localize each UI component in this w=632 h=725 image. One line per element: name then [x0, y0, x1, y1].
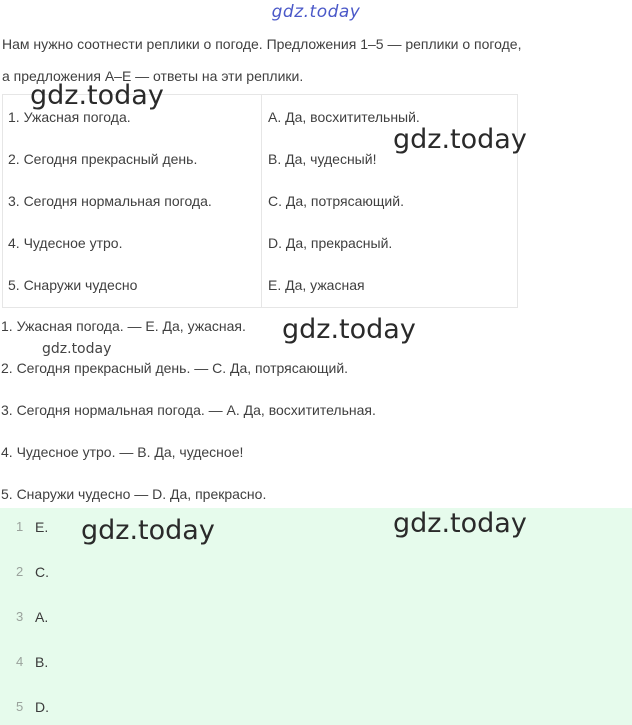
table-cell-response: E. Да, ужасная: [268, 277, 365, 293]
watermark: gdz.today: [393, 508, 527, 539]
site-watermark-header: gdz.today: [271, 2, 361, 22]
answer-line: 3. Сегодня нормальная погода. — A. Да, восхитительная.: [1, 402, 376, 418]
answer-key-value: A.: [35, 609, 49, 625]
table-cell-response: B. Да, чудесный!: [268, 151, 377, 167]
answer-line: 4. Чудесное утро. — B. Да, чудесное!: [1, 444, 244, 460]
answer-key-value: E.: [35, 519, 49, 535]
answer-key-number: 5: [16, 699, 24, 714]
task-intro-line-2: а предложения A–E — ответы на эти реплики.: [2, 68, 304, 84]
table-cell-remark: 2. Сегодня прекрасный день.: [8, 151, 198, 167]
watermark: gdz.today: [30, 80, 164, 111]
answer-key-value: D.: [35, 699, 49, 715]
answer-key-number: 3: [16, 609, 24, 624]
answer-line: 1. Ужасная погода. — E. Да, ужасная.: [1, 318, 246, 334]
watermark: gdz.today: [393, 124, 527, 155]
watermark: gdz.today: [42, 341, 112, 357]
table-cell-remark: 3. Сегодня нормальная погода.: [8, 193, 212, 209]
answer-line: 2. Сегодня прекрасный день. — C. Да, потрясающий.: [1, 360, 349, 376]
table-cell-response: A. Да, восхитительный.: [268, 109, 420, 125]
watermark: gdz.today: [81, 515, 215, 546]
table-cell-remark: 4. Чудесное утро.: [8, 235, 123, 251]
table-cell-response: C. Да, потрясающий.: [268, 193, 404, 209]
table-cell-response: D. Да, прекрасный.: [268, 235, 393, 251]
answer-key-value: C.: [35, 564, 49, 580]
table-cell-remark: 5. Снаружи чудесно: [8, 277, 138, 293]
table-column-divider: [261, 95, 262, 307]
task-intro-line-1: Нам нужно соотнести реплики о погоде. Предложения 1–5 — реплики о погоде,: [2, 36, 522, 52]
answer-key-number: 2: [16, 564, 24, 579]
table-cell-remark: 1. Ужасная погода.: [8, 109, 131, 125]
answer-key-value: B.: [35, 654, 49, 670]
watermark: gdz.today: [282, 314, 416, 345]
answer-key-number: 1: [16, 519, 24, 534]
answer-key-number: 4: [16, 654, 24, 669]
answer-line: 5. Снаружи чудесно — D. Да, прекрасно.: [1, 486, 267, 502]
